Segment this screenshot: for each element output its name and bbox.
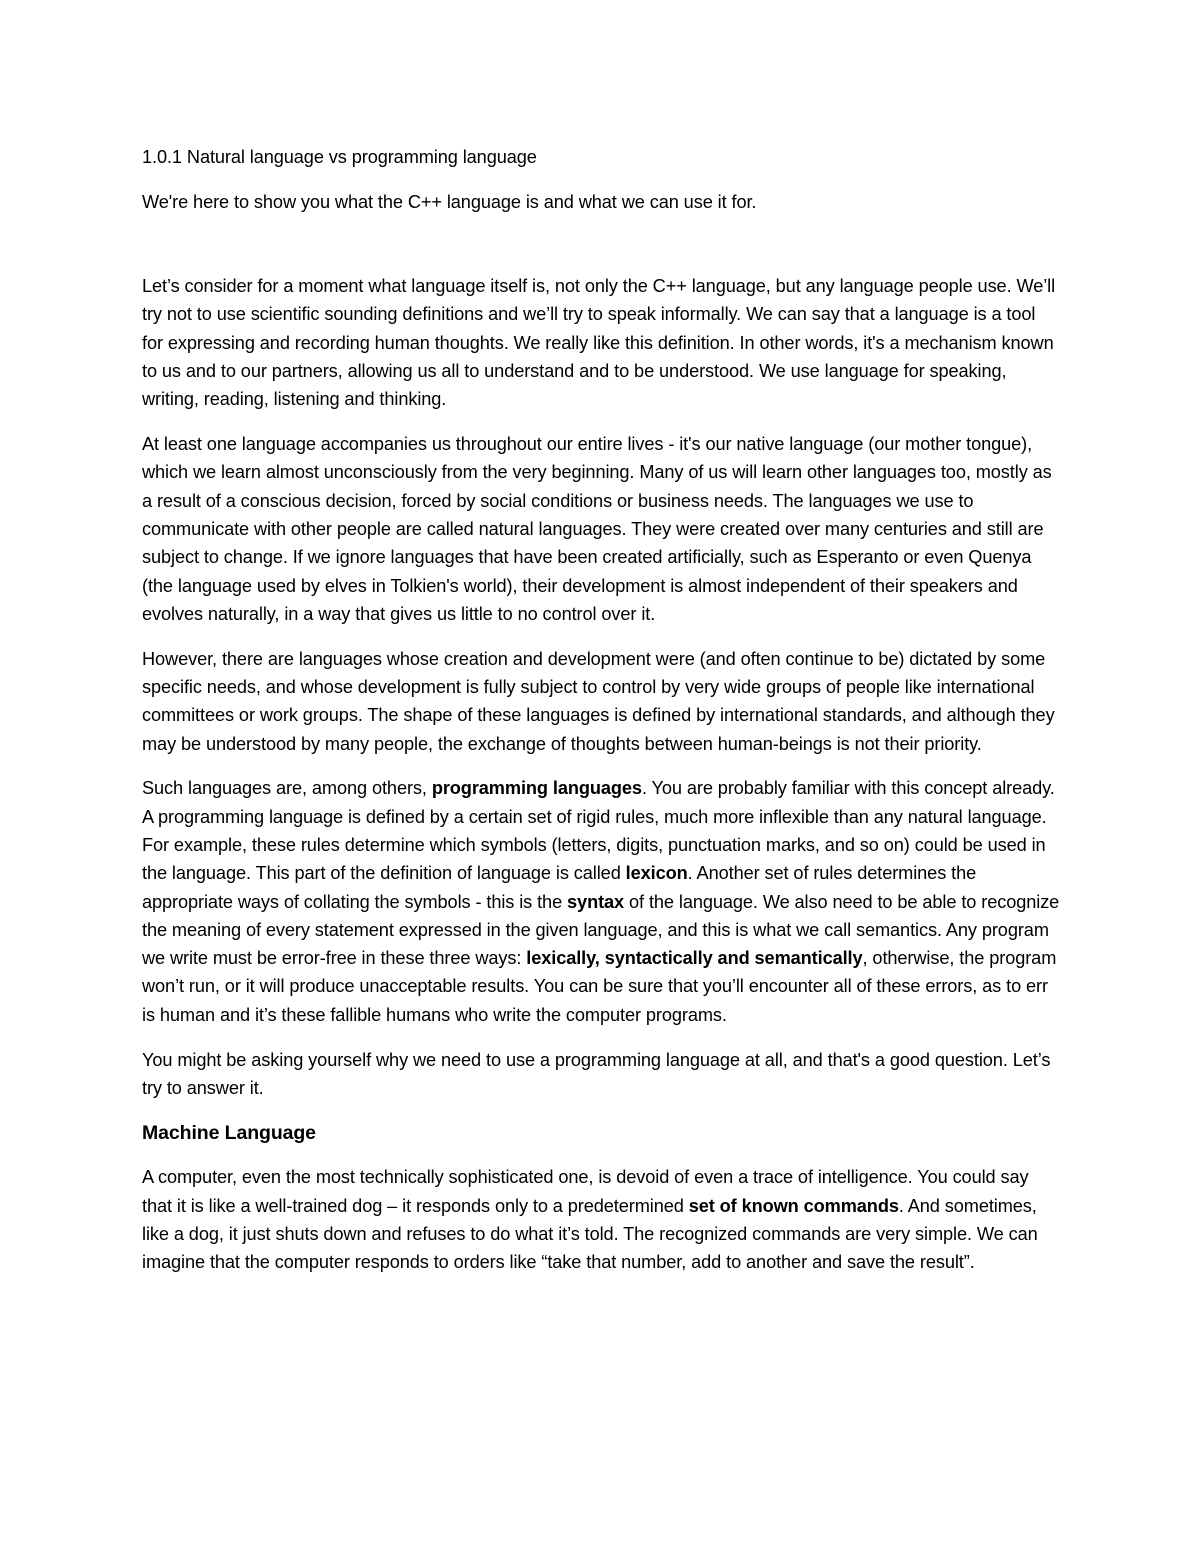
text-run: . And sometimes, like a dog, it just shuts down and refuses to do what it’s told. The recognized commands are very simple. We can imagine that the computer responds to orders like “take that number, add to another and save the result”. — [142, 1195, 1038, 1273]
term-error-free-ways: lexically, syntactically and semantically — [526, 948, 863, 969]
intro-paragraph: We're here to show you what the C++ language is and what we can use it for. — [142, 191, 757, 212]
term-programming-languages: programming languages — [431, 778, 642, 799]
term-lexicon: lexicon — [625, 863, 688, 884]
paragraph-standardized-languages: However, there are languages whose creation and development were (and often continue to be) dictated by some specific needs, and whose development is fully subject to control by very wide groups of people like international committees or work groups. The shape of these languages is defined by international standards, and although they may be understood by many people, the exchange of thoughts between human-beings is not their priority. — [142, 648, 1055, 754]
text-run: of the language. We also need to be able to recognize the meaning of every statement expressed in the given language, and this is what we call semantics. Any program we write must be error-free in these three ways: — [142, 891, 1060, 969]
text-run: Such languages are, among others, — [142, 778, 432, 799]
text-run: , otherwise, the program won’t run, or it will produce unacceptable results. You can be sure that you’ll encounter all of these errors, as to err is human and it’s these fallible humans who write the computer programs. — [142, 948, 1057, 1025]
paragraph-programming-languages — [142, 774, 1060, 1029]
document-body — [142, 143, 1060, 1293]
paragraph-language-definition: Let’s consider for a moment what language itself is, not only the C++ language, but any language people use. We’ll try not to use scientific sounding definitions and we’ll try to speak informally. We can say that a language is a tool for expressing and recording human thoughts. We really like this definition. In other words, it's a mechanism known to us and to our partners, allowing us all to understand and to be understood. We use language for speaking, writing, reading, listening and thinking. — [142, 276, 1056, 410]
subheading-machine-language: Machine Language — [142, 1121, 316, 1144]
term-known-commands: set of known commands — [688, 1195, 899, 1216]
text-run: A computer, even the most technically sophisticated one, is devoid of even a trace of intelligence. You could say that it is like a well-trained dog – it responds only to a predetermined — [142, 1167, 1029, 1216]
text-run: . Another set of rules determines the appropriate ways of collating the symbols - this is the — [142, 863, 977, 912]
section-heading: 1.0.1 Natural language vs programming language — [142, 147, 537, 167]
paragraph-machine-language — [142, 1163, 1060, 1276]
text-run: . You are probably familiar with this concept already. A programming language is defined by a certain set of rigid rules, much more inflexible than any natural language. For example, these rules determine which symbols (letters, digits, punctuation marks, and so on) could be used in the language. This part of the definition of language is called — [142, 778, 1055, 884]
paragraph-why-programming-language: You might be asking yourself why we need to use a programming language at all, and that's a good question. Let’s try to answer it. — [142, 1049, 1051, 1098]
paragraph-natural-languages: At least one language accompanies us throughout our entire lives - it's our native language (our mother tongue), which we learn almost unconsciously from the very beginning. Many of us will learn other languages too, mostly as a result of a conscious decision, forced by social conditions or business needs. The languages we use to communicate with other people are called natural languages. They were created over many centuries and still are subject to change. If we ignore languages that have been created artificially, such as Esperanto or even Quenya (the language used by elves in Tolkien's world), their development is almost independent of their speakers and evolves naturally, in a way that gives us little to no control over it. — [142, 434, 1052, 624]
term-syntax: syntax — [567, 891, 625, 912]
